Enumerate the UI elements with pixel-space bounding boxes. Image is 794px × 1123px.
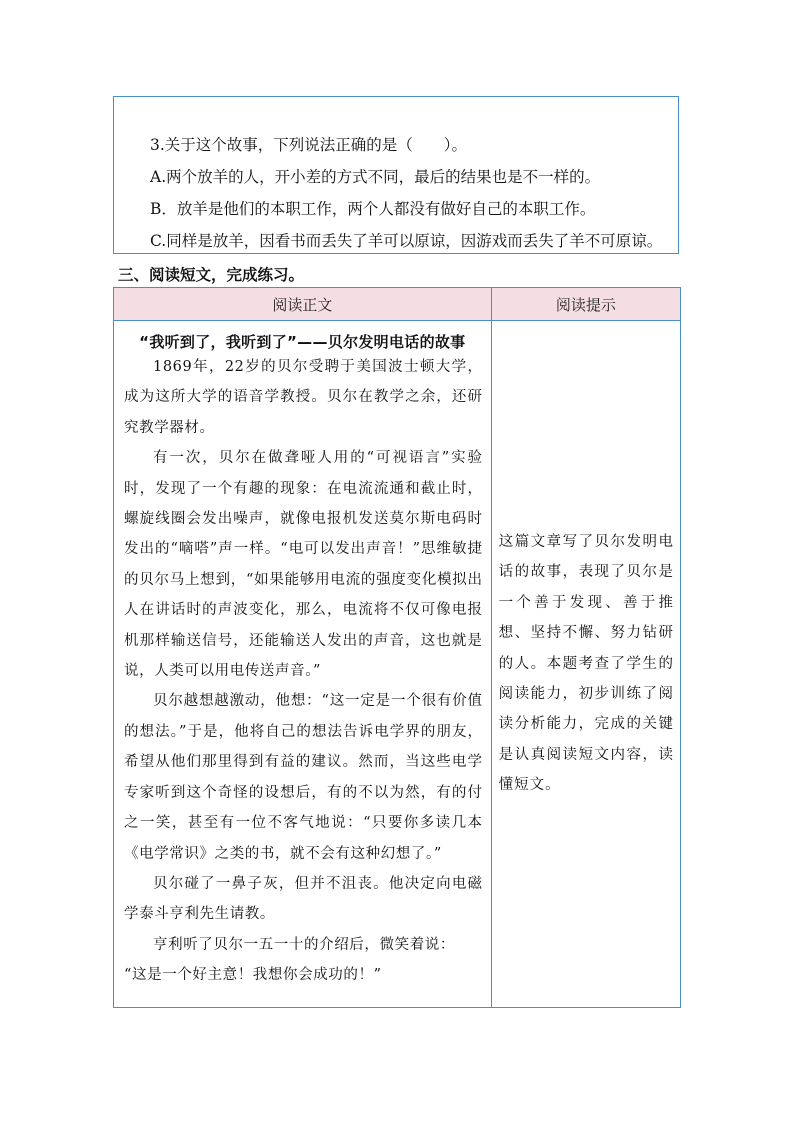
section-title: 三、阅读短文，完成练习。 — [118, 266, 305, 284]
passage-title: “我听到了，我听到了”——贝尔发明电话的故事 — [139, 333, 466, 351]
passage-paragraph: 亨利听了贝尔一五一十的介绍后，微笑着说： — [153, 936, 455, 953]
table-body-row — [114, 321, 681, 1008]
header-hint: 阅读提示 — [491, 288, 680, 321]
hint-cell — [491, 321, 680, 1008]
question3-option-c: C.同样是放羊，因看书而丢失了羊可以原谅，因游戏而丢失了羊不可原谅。 — [150, 232, 663, 250]
reading-table — [113, 287, 681, 1008]
question3-option-a: A.两个放羊的人，开小差的方式不同，最后的结果也是不一样的。 — [150, 168, 601, 186]
question3-box — [113, 96, 679, 254]
main-text-cell — [114, 321, 492, 1008]
passage-paragraph: 贝尔越想越激动，他想：“这一定是一个很有价值的想法。”于是，他将自己的想法告诉电学界的朋友，希望从他们那里得到有益的建议。然而，当这些电学专家听到这个奇怪的设想后，有的不以为然，有的付之一笑，甚至有一位不客气地说：“只要你多读几本《电学常识》之类的书，就不会有这种幻想了。” — [124, 693, 483, 862]
question3-option-b: B．放羊是他们的本职工作，两个人都没有做好自己的本职工作。 — [150, 200, 596, 218]
header-main-text: 阅读正文 — [114, 288, 492, 321]
table-header-row — [114, 288, 681, 321]
passage-paragraph: 贝尔碰了一鼻子灰，但并不沮丧。他决定向电磁学泰斗亨利先生请教。 — [124, 875, 483, 923]
passage-paragraph: “这是一个好主意！我想你会成功的！” — [124, 967, 382, 984]
reading-hint-text: 这篇文章写了贝尔发明电话的故事，表现了贝尔是一个善于发现、善于推想、坚持不懈、努力钻研的人。本题考查了学生的阅读能力，初步训练了阅读分析能力，完成的关键是认真阅读短文内容，读懂短文。 — [498, 534, 674, 794]
question3-stem: 3.关于这个故事，下列说法正确的是（ ）。 — [150, 136, 468, 154]
passage-paragraph: 1869年，22岁的贝尔受聘于美国波士顿大学，成为这所大学的语音学教授。贝尔在教学之余，还研究教学器材。 — [124, 359, 483, 436]
passage-body — [114, 352, 491, 991]
passage-paragraph: 有一次，贝尔在做聋哑人用的“可视语言”实验时，发现了一个有趣的现象：在电流流通和截止时，螺旋线圈会发出噪声，就像电报机发送莫尔斯电码时发出的“嘀嗒”声一样。“电可以发出声音！”思维敏捷的贝尔马上想到，“如果能够用电流的强度变化模拟出人在讲话时的声波变化，那么，电流将不仅可像电报机那样输送信号，还能输送人发出的声音，这也就是说，人类可以用电传送声音。” — [124, 450, 483, 680]
